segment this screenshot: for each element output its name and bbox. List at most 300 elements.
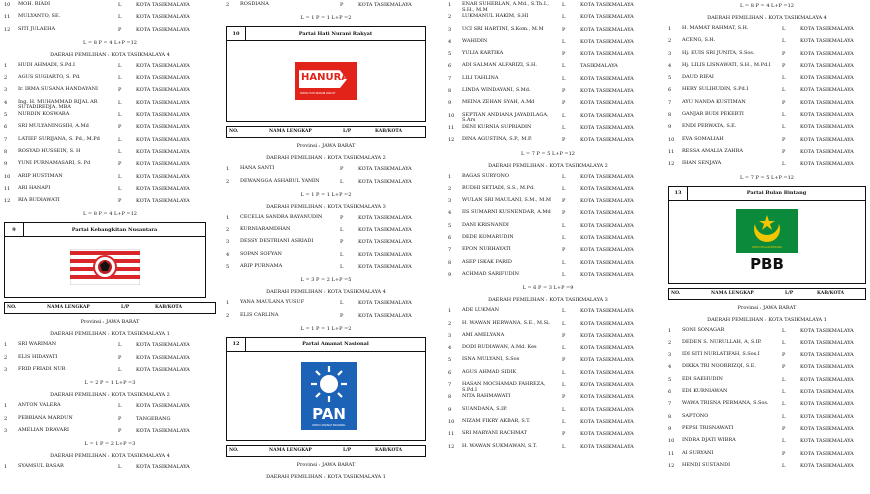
row-number: 2 <box>448 14 452 21</box>
table-row <box>448 355 648 367</box>
candidate-name: DEWANGGA ASHABUL YAMIN <box>240 177 320 184</box>
city: KOTA TASIKMALAYA <box>800 75 854 82</box>
hanura-wordmark: HANURA <box>301 72 350 84</box>
row-number: 11 <box>448 124 455 131</box>
table-row <box>668 436 866 448</box>
table-header <box>4 302 216 314</box>
pan-logo <box>227 352 425 440</box>
candidate-name: AMI AMELYANA <box>462 331 505 338</box>
row-number: 3 <box>448 26 452 33</box>
dapil-heading: DAERAH PEMILIHAN : KOTA TASIKMALAYA 4 <box>50 453 170 460</box>
candidate-name: Ing. H. MUHAMMAD RIJAL AR SUTADIREDJA, MBA <box>18 98 98 111</box>
row-number: 1 <box>4 464 8 471</box>
party-number: 9 <box>5 223 24 236</box>
party-header <box>227 338 425 352</box>
table-row <box>668 36 866 48</box>
row-number: 6 <box>668 87 672 94</box>
gender: P <box>118 161 122 168</box>
row-number: 1 <box>448 2 452 8</box>
province-heading: Provinsi : JAWA BARAT <box>737 304 797 311</box>
row-number: 11 <box>668 450 675 457</box>
row-number: 10 <box>4 173 11 180</box>
candidate-name: ACHMAD SARIFUDIN <box>462 270 519 277</box>
table-row <box>448 368 648 380</box>
gender: L <box>118 99 122 106</box>
table-row <box>448 343 648 355</box>
dapil-heading: DAERAH PEMILIHAN : KOTA TASIKMALAYA 4 <box>707 15 827 21</box>
rows-dapil2 <box>448 172 648 283</box>
candidate-name: ACENG, S.H. <box>682 37 716 44</box>
row-number: 10 <box>668 438 675 445</box>
rows-dapil4 <box>4 61 216 209</box>
candidate-name: Ir. IRMA SUSANA HANDAYANI <box>18 86 98 93</box>
row-number: 5 <box>4 112 8 119</box>
table-row <box>448 196 648 208</box>
candidate-name: LINDA WINDAYANI, S.Md. <box>462 87 531 94</box>
row-number: 2 <box>226 312 230 319</box>
table-row <box>4 122 216 134</box>
table-row <box>4 147 216 159</box>
party-name: Partai Hati Nurani Rakyat <box>298 30 373 37</box>
row-number: 2 <box>4 415 8 422</box>
rows-dapil3 <box>226 213 426 274</box>
table-row <box>448 417 648 429</box>
candidate-name: ARIP HUSTIMAN <box>18 172 63 179</box>
row-number: 5 <box>226 264 230 271</box>
candidate-name: SUANDANA, S.IP. <box>462 405 508 412</box>
gender: L <box>118 173 122 180</box>
gender: L <box>118 403 122 410</box>
candidate-name: MULYANTO, SE. <box>18 13 61 20</box>
candidate-name: HENDI SUSTANDI <box>682 461 731 468</box>
row-number: 4 <box>668 364 672 371</box>
table-row <box>226 311 426 323</box>
row-number: 1 <box>448 173 452 180</box>
table-row <box>448 392 648 404</box>
row-number: 2 <box>226 178 230 185</box>
city: KOTA TASIKMALAYA <box>800 148 854 155</box>
table-row <box>448 331 648 343</box>
row-number: 1 <box>226 300 230 307</box>
table-row <box>448 49 648 61</box>
row-number: 7 <box>448 247 452 254</box>
city: KOTA TASIKMALAYA <box>580 247 634 254</box>
summary: L = 8 P = 4 L+P =12 <box>740 3 794 9</box>
row-number: 10 <box>668 136 675 143</box>
gender: L <box>562 112 566 119</box>
row-number: 12 <box>4 26 11 33</box>
city: KOTA TASIKMALAYA <box>136 124 190 131</box>
gender: L <box>562 443 566 450</box>
gender: P <box>562 394 566 401</box>
gender: L <box>562 418 566 425</box>
city: KOTA TASIKMALAYA <box>580 210 634 217</box>
party-header <box>227 27 425 41</box>
city: KOTA TASIKMALAYA <box>358 178 412 185</box>
party-number: 10 <box>227 27 246 40</box>
candidate-name: SITI JULAEHA <box>18 25 56 32</box>
city: KOTA TASIKMALAYA <box>580 100 634 107</box>
rows-dapil4 <box>668 24 866 172</box>
candidate-name: MEINA ZEHAN SYAH, A.Md <box>462 99 535 106</box>
gender: L <box>340 251 344 258</box>
gender: P <box>118 124 122 131</box>
gender: L <box>782 327 786 334</box>
table-row <box>4 98 216 110</box>
gender: L <box>118 367 122 374</box>
candidate-name: SONI SONAGAR <box>682 326 725 333</box>
gender: L <box>562 222 566 229</box>
rows-dapil2 <box>4 401 216 438</box>
th-name: NAMA LENGKAP <box>269 129 312 135</box>
city: KOTA TASIKMALAYA <box>580 259 634 266</box>
row-number: 3 <box>448 332 452 339</box>
th-name: NAMA LENGKAP <box>47 305 90 311</box>
dapil-heading: DAERAH PEMILIHAN : KOTA TASIKMALAYA 3 <box>488 297 608 304</box>
gender: L <box>562 235 566 242</box>
candidate-name: MOH. RIADI <box>18 1 51 7</box>
candidate-name: Hj. EUIS SRI JUNITA, S.Sos. <box>682 49 755 56</box>
row-number: 6 <box>448 369 452 376</box>
candidate-name: BUDHI SETIADI, S.S., M.Pd. <box>462 184 535 191</box>
candidate-name: DEDEN S. NURULLAH, A, S.IP. <box>682 338 762 345</box>
pbb-subtitle: PARTAI BULAN BINTANG <box>752 245 782 249</box>
party-name: Partai Bulan Bintang <box>746 190 807 197</box>
gender: L <box>562 124 566 131</box>
gender: P <box>782 148 786 155</box>
summary: L = 8 P = 4 L+P =12 <box>83 211 137 218</box>
table-row <box>448 98 648 110</box>
city: KOTA TASIKMALAYA <box>580 320 634 327</box>
city: KOTA TASIKMALAYA <box>136 342 190 349</box>
row-number: 4 <box>668 62 672 69</box>
pbb-logo <box>669 201 865 283</box>
row-number: 12 <box>448 137 455 144</box>
row-number: 7 <box>668 99 672 106</box>
row-number: 3 <box>4 427 8 434</box>
row-number: 1 <box>4 62 8 69</box>
gender: L <box>118 2 122 8</box>
gender: P <box>118 198 122 205</box>
table-row <box>448 442 648 454</box>
row-number: 4 <box>4 99 8 106</box>
table-row <box>4 25 216 37</box>
city: TASIKMALAYA <box>580 63 618 70</box>
table-row <box>448 233 648 245</box>
gender: L <box>340 264 344 271</box>
candidate-name: LILI TAHLINA <box>462 74 499 81</box>
table-row <box>668 449 866 461</box>
candidate-name: SRI MULYANINGSIH, A.Md <box>18 123 89 130</box>
city: KOTA TASIKMALAYA <box>136 367 190 374</box>
table-header <box>668 288 866 300</box>
city: KOTA TASIKMALAYA <box>800 124 854 131</box>
gender: P <box>562 100 566 107</box>
row-number: 1 <box>668 327 672 334</box>
table-row <box>668 375 866 387</box>
city: KOTA TASIKMALAYA <box>800 364 854 371</box>
party-box-pkn <box>4 222 206 298</box>
row-number: 9 <box>668 124 672 131</box>
city: KOTA TASIKMALAYA <box>580 198 634 205</box>
table-row <box>448 319 648 331</box>
rows-dapil1 <box>668 326 866 474</box>
party-box-pbb <box>668 186 866 284</box>
rows-top <box>4 0 216 37</box>
gender: L <box>562 63 566 70</box>
table-row <box>668 338 866 350</box>
row-number: 1 <box>448 308 452 315</box>
candidate-name: HERY SULIHUDIN, S.Pd.I <box>682 86 749 93</box>
dapil-heading: DAERAH PEMILIHAN : KOTA TASIKMALAYA 1 <box>50 331 170 338</box>
table-row <box>448 208 648 220</box>
table-row <box>4 85 216 97</box>
rows-top <box>448 0 648 148</box>
city: KOTA TASIKMALAYA <box>358 264 412 271</box>
candidate-name: ADI SALMAN ALFARIZI, S.H. <box>462 62 537 69</box>
rows-top <box>226 0 426 12</box>
candidate-name: DEDE KOMARUDIN <box>462 234 514 241</box>
candidate-name: Hj. LILIS LISNAWATI, S.H., M.Pd.I <box>682 61 771 68</box>
row-number: 8 <box>448 88 452 95</box>
table-row <box>4 401 216 413</box>
city: KOTA TASIKMALAYA <box>136 62 190 69</box>
row-number: 12 <box>448 443 455 450</box>
table-row <box>448 270 648 282</box>
city: KOTA TASIKMALAYA <box>136 112 190 119</box>
table-row <box>4 365 216 377</box>
party-number: 12 <box>227 338 246 351</box>
gender: L <box>118 464 122 471</box>
gender: L <box>562 14 566 21</box>
row-number: 7 <box>448 75 452 82</box>
city: KOTA TASIKMALAYA <box>136 136 190 143</box>
row-number: 8 <box>4 148 8 155</box>
city: KOTA TASIKMALAYA <box>800 50 854 57</box>
row-number: 3 <box>668 50 672 57</box>
city: KOTA TASIKMALAYA <box>136 2 190 8</box>
gender: P <box>782 364 786 371</box>
row-number: 9 <box>448 406 452 413</box>
table-row <box>4 73 216 85</box>
city: KOTA TASIKMALAYA <box>800 352 854 359</box>
table-row <box>4 414 216 426</box>
candidate-name: RIA BUDIAWATI <box>18 197 60 204</box>
dapil-heading: DAERAH PEMILIHAN : KOTA TASIKMALAYA 2 <box>266 155 386 162</box>
city: KOTA TASIKMALAYA <box>358 166 412 173</box>
row-number: 12 <box>4 198 11 205</box>
row-number: 2 <box>668 38 672 45</box>
candidate-name: NURDIN KOSWARA <box>18 111 70 118</box>
row-number: 4 <box>448 210 452 217</box>
candidate-name: SEPTIAN ANDIANA JAYADILAGA, S.Ars <box>462 111 549 124</box>
row-number: 3 <box>448 198 452 205</box>
pan-wordmark: PAN <box>312 404 346 423</box>
candidate-name: AGUS SUGIARTO, S. Pd. <box>18 74 81 81</box>
rows-dapil1 <box>4 340 216 377</box>
th-name: NAMA LENGKAP <box>269 447 312 453</box>
city: KOTA TASIKMALAYA <box>580 124 634 131</box>
row-number: 5 <box>448 357 452 364</box>
city: TANGERANG <box>136 415 171 422</box>
city: KOTA TASIKMALAYA <box>580 51 634 58</box>
gender: L <box>118 62 122 69</box>
table-header <box>226 445 426 457</box>
row-number: 12 <box>668 161 675 168</box>
candidate-name: AI SURYANI <box>682 449 714 456</box>
candidate-name: NIZAM FIKRY AKBAR, S.T. <box>462 417 531 424</box>
table-row <box>226 213 426 225</box>
gender: P <box>562 431 566 438</box>
th-no: NO. <box>229 447 239 453</box>
gender: L <box>782 438 786 445</box>
table-row <box>448 245 648 257</box>
column-3 <box>448 0 648 454</box>
city: KOTA TASIKMALAYA <box>580 369 634 376</box>
city: KOTA TASIKMALAYA <box>800 413 854 420</box>
row-number: 3 <box>4 367 8 374</box>
candidate-name: ENDI PERWATA, S.E. <box>682 123 737 130</box>
gender: P <box>118 26 122 33</box>
candidate-name: LUKMANUL HAKIM, S.HI <box>462 13 529 20</box>
row-number: 12 <box>668 462 675 469</box>
dapil-heading: DAERAH PEMILIHAN : KOTA TASIKMALAYA 4 <box>266 289 386 296</box>
column-4 <box>668 0 866 473</box>
gender: L <box>562 320 566 327</box>
candidate-name: CECELIA SANDRA BAYANUDIN <box>240 213 323 220</box>
table-row <box>668 122 866 134</box>
city: KOTA TASIKMALAYA <box>580 308 634 315</box>
row-number: 9 <box>668 425 672 432</box>
candidate-name: ISNA MULYANI, S.Sos <box>462 356 520 363</box>
candidate-name: H. WAWAN HERWANA, S.E., M.Si. <box>462 319 551 326</box>
row-number: 5 <box>668 75 672 82</box>
table-row <box>668 362 866 374</box>
city: KOTA TASIKMALAYA <box>580 418 634 425</box>
table-row <box>4 135 216 147</box>
candidate-name: HANA SANTI <box>240 165 275 172</box>
gender: P <box>340 312 344 319</box>
th-kab: KAB/KOTA <box>375 447 402 453</box>
column-1 <box>4 0 216 475</box>
table-row <box>4 0 216 12</box>
table-row <box>4 184 216 196</box>
th-kab: KAB/KOTA <box>155 305 182 311</box>
city: KOTA TASIKMALAYA <box>580 357 634 364</box>
candidate-name: NITA RAHMAWATI <box>462 393 511 400</box>
gender: L <box>562 369 566 376</box>
gender: P <box>340 166 344 173</box>
gender: L <box>562 38 566 45</box>
gender: L <box>562 185 566 192</box>
gender: P <box>340 2 344 8</box>
table-row <box>668 85 866 97</box>
candidate-name: KURNIARAMDHAN <box>240 226 291 233</box>
candidate-name: DANI KRISNANDI <box>462 221 509 228</box>
candidate-name: DINA AGUSTINA, S.P., M.P. <box>462 136 532 143</box>
candidate-name: EVA SOMALIAH <box>682 135 724 142</box>
row-number: 11 <box>4 185 11 192</box>
gender: L <box>782 161 786 168</box>
candidate-name: HASAN MOCHAMAD FAHREZA, S.Pd.I <box>462 381 546 393</box>
gender: L <box>782 87 786 94</box>
rows-dapil4 <box>226 298 426 323</box>
th-kab: KAB/KOTA <box>817 290 844 296</box>
table-row <box>4 61 216 73</box>
table-row <box>4 340 216 352</box>
table-row <box>668 399 866 411</box>
table-row <box>668 135 866 147</box>
row-number: 6 <box>448 63 452 70</box>
candidate-name: INDRA DJATI WIBRA <box>682 437 736 444</box>
city: KOTA TASIKMALAYA <box>358 227 412 234</box>
candidate-name: H. WAWAN SUKMAWAN, S.T. <box>462 442 537 449</box>
row-number: 8 <box>448 259 452 266</box>
party-header <box>5 223 205 237</box>
table-row <box>4 172 216 184</box>
gender: L <box>118 75 122 82</box>
column-2 <box>226 0 426 483</box>
th-no: NO. <box>671 290 681 296</box>
gender: P <box>562 51 566 58</box>
candidate-name: HUDI AHMADI, S.Pd.I <box>18 61 75 68</box>
city: KOTA TASIKMALAYA <box>136 354 190 361</box>
th-no: NO. <box>7 305 17 311</box>
city: KOTA TASIKMALAYA <box>136 148 190 155</box>
candidate-name: UCI SRI HARTINI, S.Kom., M.M <box>462 25 544 32</box>
crescent-star-icon <box>736 211 798 247</box>
city: KOTA TASIKMALAYA <box>800 450 854 457</box>
hanura-logo <box>227 41 425 121</box>
row-number: 5 <box>448 222 452 229</box>
gender: P <box>118 354 122 361</box>
candidate-name: ASEP ISKAK FARID <box>462 258 512 265</box>
table-row <box>668 110 866 122</box>
city: KOTA TASIKMALAYA <box>136 14 190 21</box>
candidate-name: ROSDIANA <box>240 1 269 7</box>
table-row <box>668 350 866 362</box>
candidate-name: ARIP PURNAMA <box>240 263 283 270</box>
table-row <box>448 12 648 24</box>
gender: L <box>562 173 566 180</box>
table-row <box>4 462 216 474</box>
th-lp: L/P <box>343 129 352 135</box>
city: KOTA TASIKMALAYA <box>136 87 190 94</box>
table-row <box>448 86 648 98</box>
city: KOTA TASIKMALAYA <box>800 425 854 432</box>
candidate-name: DIKKA TRI NOORRIZQI, S.E. <box>682 363 756 370</box>
gender: P <box>562 137 566 144</box>
candidate-name: AGUS AHMAD SIDIK <box>462 368 517 375</box>
table-row <box>448 37 648 49</box>
gender: L <box>782 413 786 420</box>
table-row <box>668 98 866 110</box>
gender: P <box>118 87 122 94</box>
candidate-name: SRI MARYANI RACHMAT <box>462 430 527 437</box>
candidate-name: ELIS CARLINA <box>240 311 279 318</box>
row-number: 1 <box>226 214 230 221</box>
gender: L <box>782 389 786 396</box>
candidate-name: GANJAR BUDI PEKERTI <box>682 111 744 118</box>
candidate-name: H. MAMAT RAHMAT, S.H. <box>682 25 749 31</box>
city: KOTA TASIKMALAYA <box>358 251 412 258</box>
candidate-name: SAPTONO <box>682 412 709 419</box>
row-number: 1 <box>226 166 230 173</box>
row-number: 10 <box>4 2 11 8</box>
city: KOTA TASIKMALAYA <box>800 389 854 396</box>
gender: L <box>782 112 786 119</box>
city: KOTA TASIKMALAYA <box>580 185 634 192</box>
